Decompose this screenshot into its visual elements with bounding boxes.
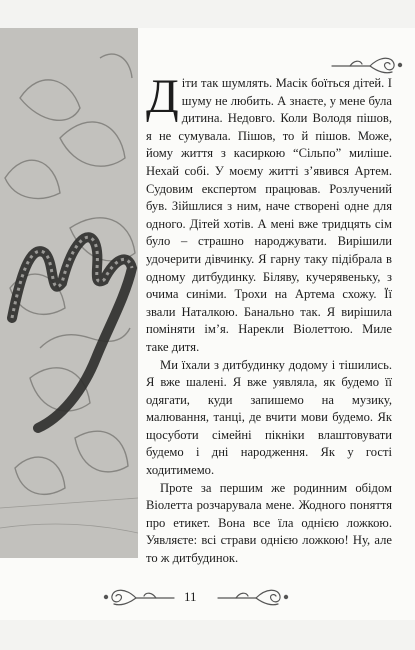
- footer-flourish-right-icon: [216, 584, 290, 617]
- paragraph-3: Проте за першим же родинним обідом Віолетта розчарувала мене. Жодного поняття про етикет. Вона все їла однією ложкою. Уявляєте: всі страви однією ложкою! Ну, але то ж дитбудинок.: [146, 480, 392, 566]
- paragraph-text: іти так шумлять. Масік боїться дітей. І шуму не любить. А знаєте, у мене була дитина. Недовго. Коли Володя пішов, я не сумувала. Пішов, то й пішов. Може, йому життя з касиркою “Сільпо” миліше. Нехай собі. У моєму житті з’явився Артем. Судовим експертом працював. Розлучений був. Зійшлися з ним, наче створені одне для одного. Дітей хотів. А мені вже тридцять сім було – страшно народжувати. Вирішили удочерити дівчинку. Я гарну таку підібрала в одному дитбудинку. Біляву, кучерявеньку, з очима синіми. Трохи на Артема схожу. Її звали Наталкою. Банально так. Я вирішила поміняти ім’я. Нарекли Віолеттою. Миле таке дитя.: [146, 76, 392, 354]
- footer-flourish-left-icon: [102, 584, 176, 617]
- paragraph-2: Ми їхали з дитбудинку додому і тішились. Я вже шалені. Я вже уявляла, як будемо її одягати, куди запишемо на музику, малювання, танці, де вчити мови будемо. Як щосуботи сімейні пікніки влаштовувати будемо і дні народження. Як у гості ходитимемо.: [146, 357, 392, 478]
- side-illustration: [0, 28, 138, 558]
- paragraph-1: [146, 70, 392, 357]
- page-number: 11: [184, 589, 197, 604]
- book-page: [0, 28, 415, 620]
- drop-cap: Д: [146, 70, 179, 123]
- story-text: [146, 70, 392, 568]
- page-footer: [0, 576, 415, 616]
